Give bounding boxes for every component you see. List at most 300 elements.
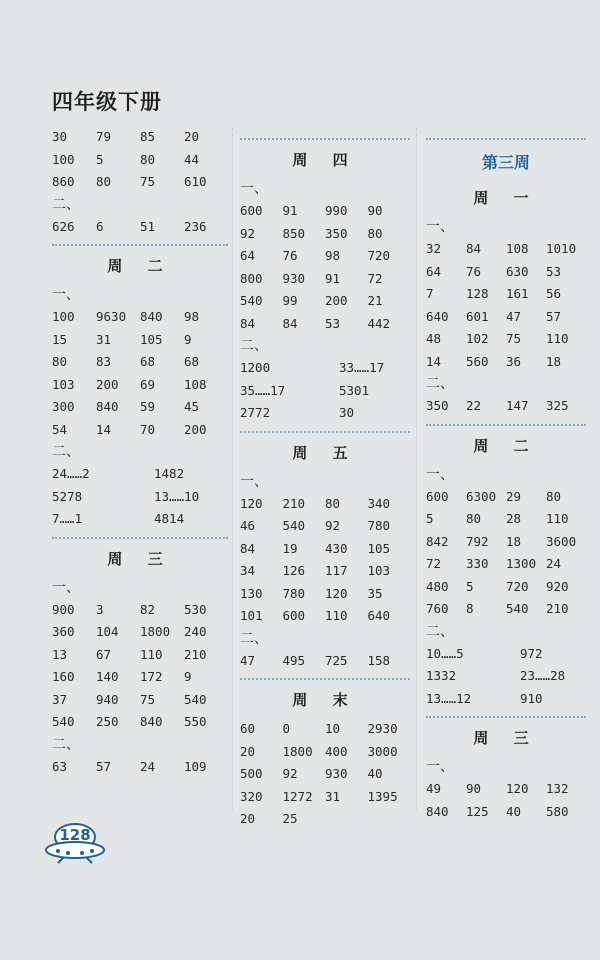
answer-value: 76 (282, 248, 298, 263)
answer-value: 24 (546, 556, 562, 571)
answer-value: 110 (546, 331, 569, 346)
answer-row (52, 149, 228, 172)
section-label: 二、 (240, 338, 268, 354)
answer-row (240, 560, 410, 583)
answer-value: 910 (520, 690, 543, 706)
answer-value: 792 (466, 533, 489, 549)
answer-value: 550 (184, 714, 207, 729)
answer-value: 60 (240, 721, 256, 736)
answer-value: 53 (325, 315, 341, 331)
answer-value: 1332 (426, 668, 457, 683)
answer-block (426, 643, 586, 711)
answer-block (240, 357, 410, 425)
answer-value: 28 (506, 511, 522, 526)
answer-value: 44 (184, 151, 200, 167)
section-label: 一、 (426, 219, 454, 235)
answer-value: 990 (325, 203, 348, 218)
answer-value: 160 (52, 669, 75, 684)
answer-value: 2930 (367, 721, 398, 736)
answer-row (426, 801, 586, 824)
answer-row (240, 718, 410, 741)
answer-value: 200 (184, 421, 207, 437)
day-title: 周 四 (292, 151, 358, 169)
answer-row (52, 644, 228, 667)
answer-value: 540 (506, 601, 529, 616)
answer-value: 24 (140, 758, 156, 774)
answer-value: 67 (96, 646, 112, 662)
answer-value: 54 (52, 421, 68, 437)
answer-value: 110 (140, 646, 163, 662)
answer-value: 47 (506, 308, 522, 324)
answer-value: 80 (96, 174, 112, 189)
answer-value: 350 (426, 398, 449, 413)
answer-value: 5 (466, 578, 474, 594)
answer-value: 80 (367, 225, 383, 241)
answer-value: 84 (466, 241, 482, 256)
answer-value: 442 (367, 315, 391, 331)
answer-block (52, 306, 228, 441)
answer-value: 30 (339, 405, 355, 420)
answer-value: 860 (52, 174, 75, 189)
answer-value: 57 (546, 308, 562, 324)
section-label: 一、 (52, 579, 80, 596)
answer-column-1 (52, 126, 228, 778)
answer-value: 430 (325, 540, 348, 556)
answer-value: 340 (367, 495, 391, 511)
answer-value: 1800 (140, 624, 171, 639)
answer-value: 102 (466, 331, 489, 346)
answer-block (240, 650, 410, 673)
answer-value: 46 (240, 518, 256, 533)
answer-row (52, 599, 228, 622)
answer-value: 130 (240, 585, 263, 601)
answer-value: 5301 (339, 382, 370, 398)
answer-value (325, 808, 368, 831)
answer-value: 540 (184, 691, 207, 707)
answer-value: 68 (140, 354, 156, 369)
answer-value: 23……28 (520, 668, 566, 683)
answer-value: 98 (325, 248, 341, 263)
answer-value: 780 (282, 585, 306, 601)
answer-value: 600 (282, 608, 306, 623)
answer-value: 33……17 (339, 360, 385, 375)
answer-value: 47 (240, 652, 256, 668)
answer-value: 91 (282, 203, 298, 218)
day-title: 周 一 (473, 189, 539, 207)
answer-row (240, 402, 410, 425)
answer-value: 120 (325, 585, 348, 601)
answer-value: 80 (52, 354, 68, 369)
answer-value: 31 (96, 331, 112, 347)
answer-value: 83 (96, 354, 112, 369)
answer-value: 85 (140, 129, 156, 144)
day-title: 周 二 (473, 436, 539, 455)
answer-block (52, 126, 228, 194)
answer-block (426, 486, 586, 621)
answer-row (240, 786, 410, 809)
answer-row (240, 650, 410, 673)
answer-value: 3000 (367, 743, 398, 759)
answer-value: 210 (282, 495, 306, 511)
answer-value: 117 (325, 563, 348, 578)
answer-row (426, 351, 586, 374)
answer-row (52, 126, 228, 149)
answer-value: 840 (140, 309, 163, 324)
answer-value: 1482 (154, 466, 185, 481)
answer-value: 98 (184, 309, 200, 324)
answer-value: 161 (506, 286, 529, 301)
answer-value: 14 (426, 353, 442, 369)
answer-value: 76 (466, 263, 482, 279)
answer-value: 330 (466, 556, 489, 571)
page-number: 128 (59, 826, 91, 844)
answer-value: 930 (282, 270, 306, 286)
answer-value: 540 (240, 293, 263, 308)
column-divider (416, 128, 417, 810)
answer-value: 530 (184, 601, 207, 617)
answer-value: 842 (426, 533, 449, 549)
answer-value: 64 (240, 248, 256, 263)
answer-value: 200 (325, 293, 348, 308)
section-divider (240, 678, 410, 680)
answer-value: 34 (240, 563, 256, 578)
answer-row (52, 396, 228, 419)
answer-value: 0 (282, 721, 291, 736)
answer-row (240, 223, 410, 246)
section-divider (426, 716, 586, 718)
answer-row (426, 238, 586, 261)
answer-row (426, 395, 586, 418)
answer-value: 57 (96, 758, 112, 774)
answer-value: 126 (282, 563, 306, 578)
answer-value: 35……17 (240, 382, 286, 398)
answer-row (426, 486, 586, 509)
answer-value: 18 (506, 533, 522, 549)
answer-value: 725 (325, 652, 348, 668)
section-divider (52, 537, 228, 539)
answer-value: 920 (546, 578, 569, 594)
answer-value: 780 (367, 518, 391, 533)
answer-value: 84 (282, 315, 298, 331)
answer-value: 80 (325, 495, 341, 511)
answer-value: 360 (52, 624, 75, 639)
answer-value: 210 (184, 646, 207, 662)
answer-row (426, 508, 586, 531)
answer-row (52, 374, 228, 397)
answer-value: 80 (140, 151, 156, 167)
answer-value: 930 (325, 766, 348, 781)
answer-value: 35 (367, 585, 383, 601)
answer-value: 600 (426, 488, 449, 504)
answer-value: 20 (240, 811, 256, 826)
answer-value: 110 (546, 511, 569, 526)
answer-value: 158 (367, 652, 391, 668)
answer-value: 5 (426, 511, 434, 526)
answer-value: 105 (140, 331, 163, 347)
answer-value: 100 (52, 309, 75, 324)
answer-row (52, 621, 228, 644)
answer-row (52, 419, 228, 442)
answer-value: 9 (184, 669, 192, 684)
answer-value: 13 (52, 646, 68, 662)
answer-row (240, 380, 410, 403)
answer-row (426, 531, 586, 554)
answer-value: 90 (466, 781, 482, 796)
answer-value: 580 (546, 803, 569, 819)
answer-value: 80 (466, 511, 482, 526)
day-title: 周 二 (107, 257, 173, 275)
answer-block (240, 200, 410, 335)
answer-value: 972 (520, 645, 543, 661)
answer-value: 48 (426, 331, 442, 346)
answer-value: 540 (282, 518, 306, 533)
answer-value: 13……12 (426, 690, 472, 706)
answer-value: 108 (184, 376, 207, 392)
answer-value: 125 (466, 803, 489, 819)
answer-block (426, 395, 586, 418)
answer-value: 51 (140, 218, 156, 234)
answer-value: 5 (96, 151, 104, 167)
answer-value: 600 (240, 203, 263, 218)
answer-value: 32 (426, 241, 442, 256)
answer-row (426, 665, 586, 688)
answer-row (426, 598, 586, 621)
answer-row (426, 261, 586, 284)
answer-value: 1272 (282, 788, 313, 804)
week-title: 第三周 (481, 153, 530, 172)
answer-value: 101 (240, 608, 263, 623)
answer-value: 5278 (52, 488, 83, 504)
answer-row (426, 553, 586, 576)
answer-value: 90 (367, 203, 383, 218)
answer-value: 7 (426, 286, 434, 301)
section-label: 二、 (426, 623, 454, 640)
answer-value: 610 (184, 174, 207, 189)
answer-value: 31 (325, 788, 341, 804)
answer-value: 8 (466, 601, 474, 616)
answer-value: 82 (140, 601, 156, 617)
answer-value: 10 (325, 721, 341, 736)
answer-value: 79 (96, 129, 112, 144)
answer-value: 109 (184, 758, 207, 774)
answer-value: 105 (367, 540, 391, 556)
answer-value: 45 (184, 399, 200, 414)
answer-row (240, 741, 410, 764)
answer-row (52, 666, 228, 689)
answer-value: 900 (52, 601, 75, 617)
answer-value: 18 (546, 353, 562, 369)
section-label: 二、 (426, 376, 454, 392)
answer-block (240, 718, 410, 831)
answer-value: 103 (367, 563, 391, 578)
answer-value: 4814 (154, 511, 185, 526)
answer-value: 140 (96, 669, 119, 684)
answer-row (240, 583, 410, 606)
answer-value: 29 (506, 488, 522, 504)
answer-value: 720 (367, 248, 391, 263)
answer-value: 720 (506, 578, 529, 594)
answer-block (52, 216, 228, 239)
answer-value: 103 (52, 376, 75, 392)
day-title: 周 三 (473, 729, 539, 747)
answer-value: 75 (140, 174, 156, 189)
answer-value: 99 (282, 293, 298, 308)
answer-value: 540 (52, 714, 75, 729)
answer-value: 9630 (96, 309, 127, 324)
answer-value: 840 (426, 803, 449, 819)
answer-value: 480 (426, 578, 449, 594)
answer-value: 10……5 (426, 645, 464, 661)
answer-value: 850 (282, 225, 306, 241)
answer-row (52, 486, 228, 509)
answer-value: 200 (96, 376, 119, 392)
answer-value: 560 (466, 353, 489, 369)
answer-block (426, 238, 586, 373)
answer-value: 120 (506, 781, 529, 796)
answer-value: 640 (367, 608, 391, 623)
answer-value: 15 (52, 331, 68, 347)
answer-row (240, 313, 410, 336)
answer-value: 20 (240, 743, 256, 759)
answer-value: 601 (466, 308, 489, 324)
answer-value: 325 (546, 398, 569, 413)
answer-value: 3600 (546, 533, 577, 549)
answer-row (52, 756, 228, 779)
answer-value: 22 (466, 398, 482, 413)
answer-row (240, 605, 410, 628)
section-divider (240, 431, 410, 433)
answer-row (426, 688, 586, 711)
answer-value: 30 (52, 129, 68, 144)
answer-value: 21 (367, 293, 383, 308)
answer-value: 120 (240, 495, 263, 511)
day-title: 周 末 (292, 691, 358, 709)
answer-value: 92 (240, 225, 256, 241)
answer-row (240, 538, 410, 561)
answer-row (240, 268, 410, 291)
answer-row (52, 171, 228, 194)
answer-value: 36 (506, 353, 522, 369)
section-label: 一、 (426, 759, 454, 775)
answer-row (426, 643, 586, 666)
answer-value: 1395 (367, 788, 398, 804)
answer-value: 147 (506, 398, 529, 413)
answer-value: 400 (325, 743, 348, 759)
answer-value: 300 (52, 399, 75, 414)
answer-value: 75 (506, 331, 522, 346)
answer-block (240, 493, 410, 628)
answer-value: 250 (96, 714, 119, 729)
answer-value: 172 (140, 669, 163, 684)
answer-value: 2772 (240, 405, 271, 420)
answer-row (52, 689, 228, 712)
section-divider (52, 244, 228, 246)
answer-row (52, 306, 228, 329)
day-title: 周 三 (107, 549, 173, 568)
answer-value: 6 (96, 218, 104, 234)
answer-value: 64 (426, 263, 442, 279)
answer-value (368, 808, 411, 831)
answer-value: 640 (426, 308, 449, 324)
answer-value: 128 (466, 286, 489, 301)
answer-row (426, 283, 586, 306)
answer-row (52, 463, 228, 486)
answer-value: 84 (240, 315, 256, 331)
section-divider (240, 138, 410, 140)
answer-row (426, 576, 586, 599)
answer-row (240, 357, 410, 380)
section-label: 二、 (52, 444, 80, 460)
section-label: 一、 (240, 473, 268, 490)
answer-value: 72 (426, 556, 442, 571)
answer-value: 1800 (282, 743, 313, 759)
answer-block (52, 756, 228, 779)
answer-value: 49 (426, 781, 442, 796)
answer-value: 70 (140, 421, 156, 437)
answer-value: 350 (325, 225, 348, 241)
answer-value: 75 (140, 691, 156, 707)
section-label: 二、 (52, 196, 80, 213)
answer-value: 495 (282, 652, 306, 668)
answer-row (240, 290, 410, 313)
answer-value: 3 (96, 601, 104, 617)
answer-row (52, 351, 228, 374)
answer-value: 19 (282, 540, 298, 556)
answer-value: 25 (282, 811, 298, 826)
answer-value: 132 (546, 781, 569, 796)
answer-block (426, 778, 586, 823)
answer-row (426, 778, 586, 801)
answer-column-2 (240, 132, 410, 831)
section-label: 二、 (52, 736, 80, 753)
answer-value: 1200 (240, 360, 271, 375)
answer-value: 760 (426, 601, 449, 616)
answer-value: 24……2 (52, 466, 90, 481)
answer-row (240, 763, 410, 786)
section-label: 一、 (240, 181, 268, 197)
answer-value: 500 (240, 766, 263, 781)
answer-row (240, 515, 410, 538)
answer-value: 104 (96, 624, 119, 639)
day-title: 周 五 (292, 443, 358, 462)
section-label: 一、 (52, 287, 80, 303)
page-number-badge (44, 820, 106, 864)
answer-value: 626 (52, 218, 75, 234)
answer-row (240, 200, 410, 223)
answer-value: 240 (184, 624, 207, 639)
answer-value: 63 (52, 758, 68, 774)
answer-row (240, 493, 410, 516)
column-divider (232, 128, 233, 810)
answer-value: 92 (282, 766, 298, 781)
answer-value: 37 (52, 691, 68, 707)
answer-value: 840 (96, 399, 119, 414)
answer-value: 110 (325, 608, 348, 623)
answer-row (426, 306, 586, 329)
answer-value: 6300 (466, 488, 497, 504)
answer-value: 108 (506, 241, 529, 256)
answer-value: 1010 (546, 241, 577, 256)
answer-row (240, 245, 410, 268)
answer-value: 40 (367, 766, 383, 781)
answer-value: 13……10 (154, 488, 200, 504)
answer-row (52, 329, 228, 352)
answer-value: 800 (240, 270, 263, 286)
answer-value: 320 (240, 788, 263, 804)
section-divider (426, 424, 586, 426)
section-label: 一、 (426, 466, 454, 483)
answer-value: 80 (546, 488, 562, 504)
